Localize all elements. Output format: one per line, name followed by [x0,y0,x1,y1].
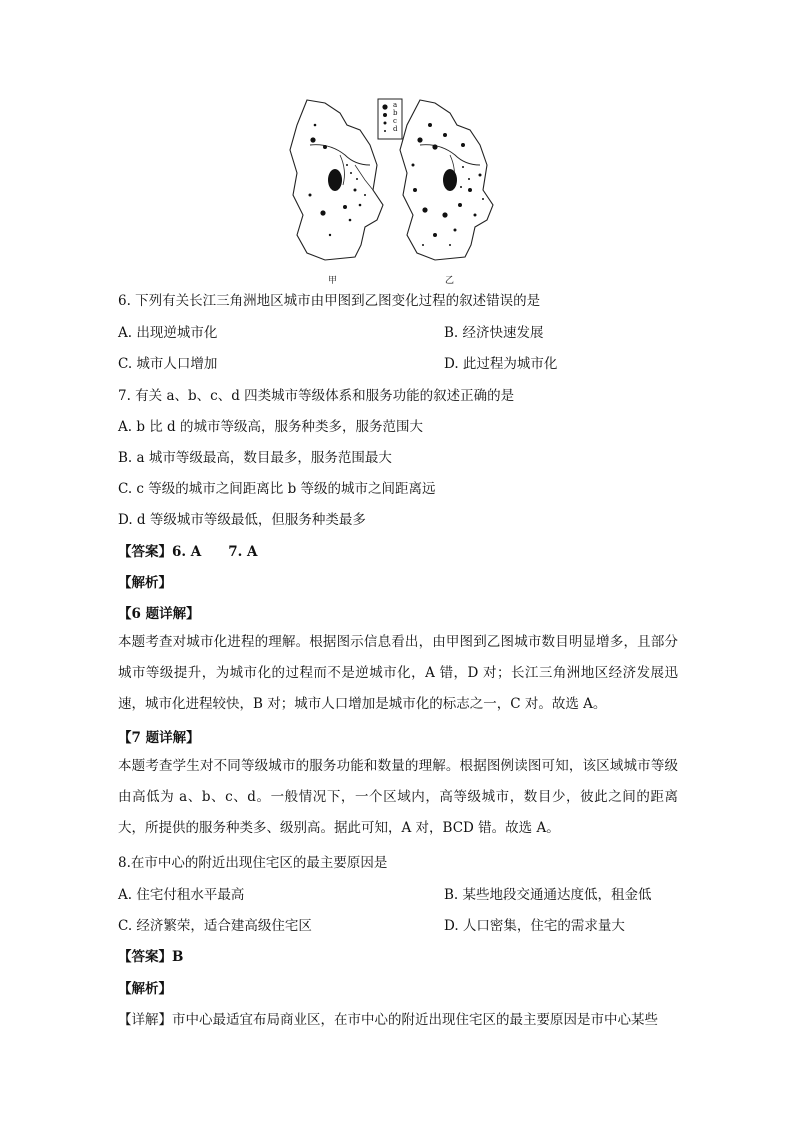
question-7-option-b: B. a 城市等级最高，数目最多，服务范围最大 [118,450,392,466]
answer-6-7: 【答案】6. A 7. A [118,544,258,560]
question-6-option-a: A. 出现逆城市化 [118,325,218,341]
question-6-stem: 6. 下列有关长江三角洲地区城市由甲图到乙图变化过程的叙述错误的是 [118,293,541,309]
question-6-option-d: D. 此过程为城市化 [444,356,558,372]
question-7-option-c: C. c 等级的城市之间距离比 b 等级的城市之间距离远 [118,481,436,497]
question-6-option-b: B. 经济快速发展 [444,325,544,341]
question-7-stem: 7. 有关 a、b、c、d 四类城市等级体系和服务功能的叙述正确的是 [118,388,515,404]
map-left-lake [328,169,342,191]
analysis-heading-2: 【解析】 [118,981,172,997]
question-8-stem: 8.在市中心的附近出现住宅区的最主要原因是 [118,855,388,871]
question-7-option-d: D. d 等级城市等级最低，但服务种类最多 [118,512,366,528]
detail-6-heading: 【6 题详解】 [118,606,200,622]
analysis-heading-1: 【解析】 [118,575,172,591]
legend-label-a: a [393,101,398,109]
maps-graphic [285,95,515,285]
legend-label-b: b [393,109,398,117]
answer-8: 【答案】B [118,949,184,965]
yangtze-delta-maps-figure [285,95,515,285]
map-right-label: 乙 [445,276,455,286]
question-8-option-b: B. 某些地段交通通达度低，租金低 [444,887,652,903]
question-8-option-a: A. 住宅付租水平最高 [118,887,245,903]
map-left-label: 甲 [328,276,338,286]
detail-7-body: 本题考查学生对不同等级城市的服务功能和数量的理解。根据图例读图可知，该区域城市等级由高低为 a、b、c、d。一般情况下，一个区域内，高等级城市，数目少，彼此之间的距离大，所提供的服务种类多、级别高。据此可知，A 对，BCD 错。故选 A。 [118,758,678,836]
legend-label-c: c [393,117,397,125]
detail-7-heading: 【7 题详解】 [118,730,200,746]
legend-box [378,99,402,139]
legend-label-d: d [393,125,398,133]
question-6-option-c: C. 城市人口增加 [118,356,218,372]
question-8-option-c: C. 经济繁荣，适合建高级住宅区 [118,918,312,934]
detail-6-body: 本题考查对城市化进程的理解。根据图示信息看出，由甲图到乙图城市数目明显增多，且部分城市等级提升，为城市化的过程而不是逆城市化，A 错，D 对；长江三角洲地区经济发展迅速，城市化进程较快，B 对；城市人口增加是城市化的标志之一，C 对。故选 A。 [118,634,678,712]
question-8-option-d: D. 人口密集，住宅的需求量大 [444,918,625,934]
question-7-option-a: A. b 比 d 的城市等级高，服务种类多，服务范围大 [118,419,423,435]
detail-8-text: 【详解】市中心最适宜布局商业区，在市中心的附近出现住宅区的最主要原因是市中心某些 [118,1012,658,1028]
map-right-lake [443,169,457,191]
